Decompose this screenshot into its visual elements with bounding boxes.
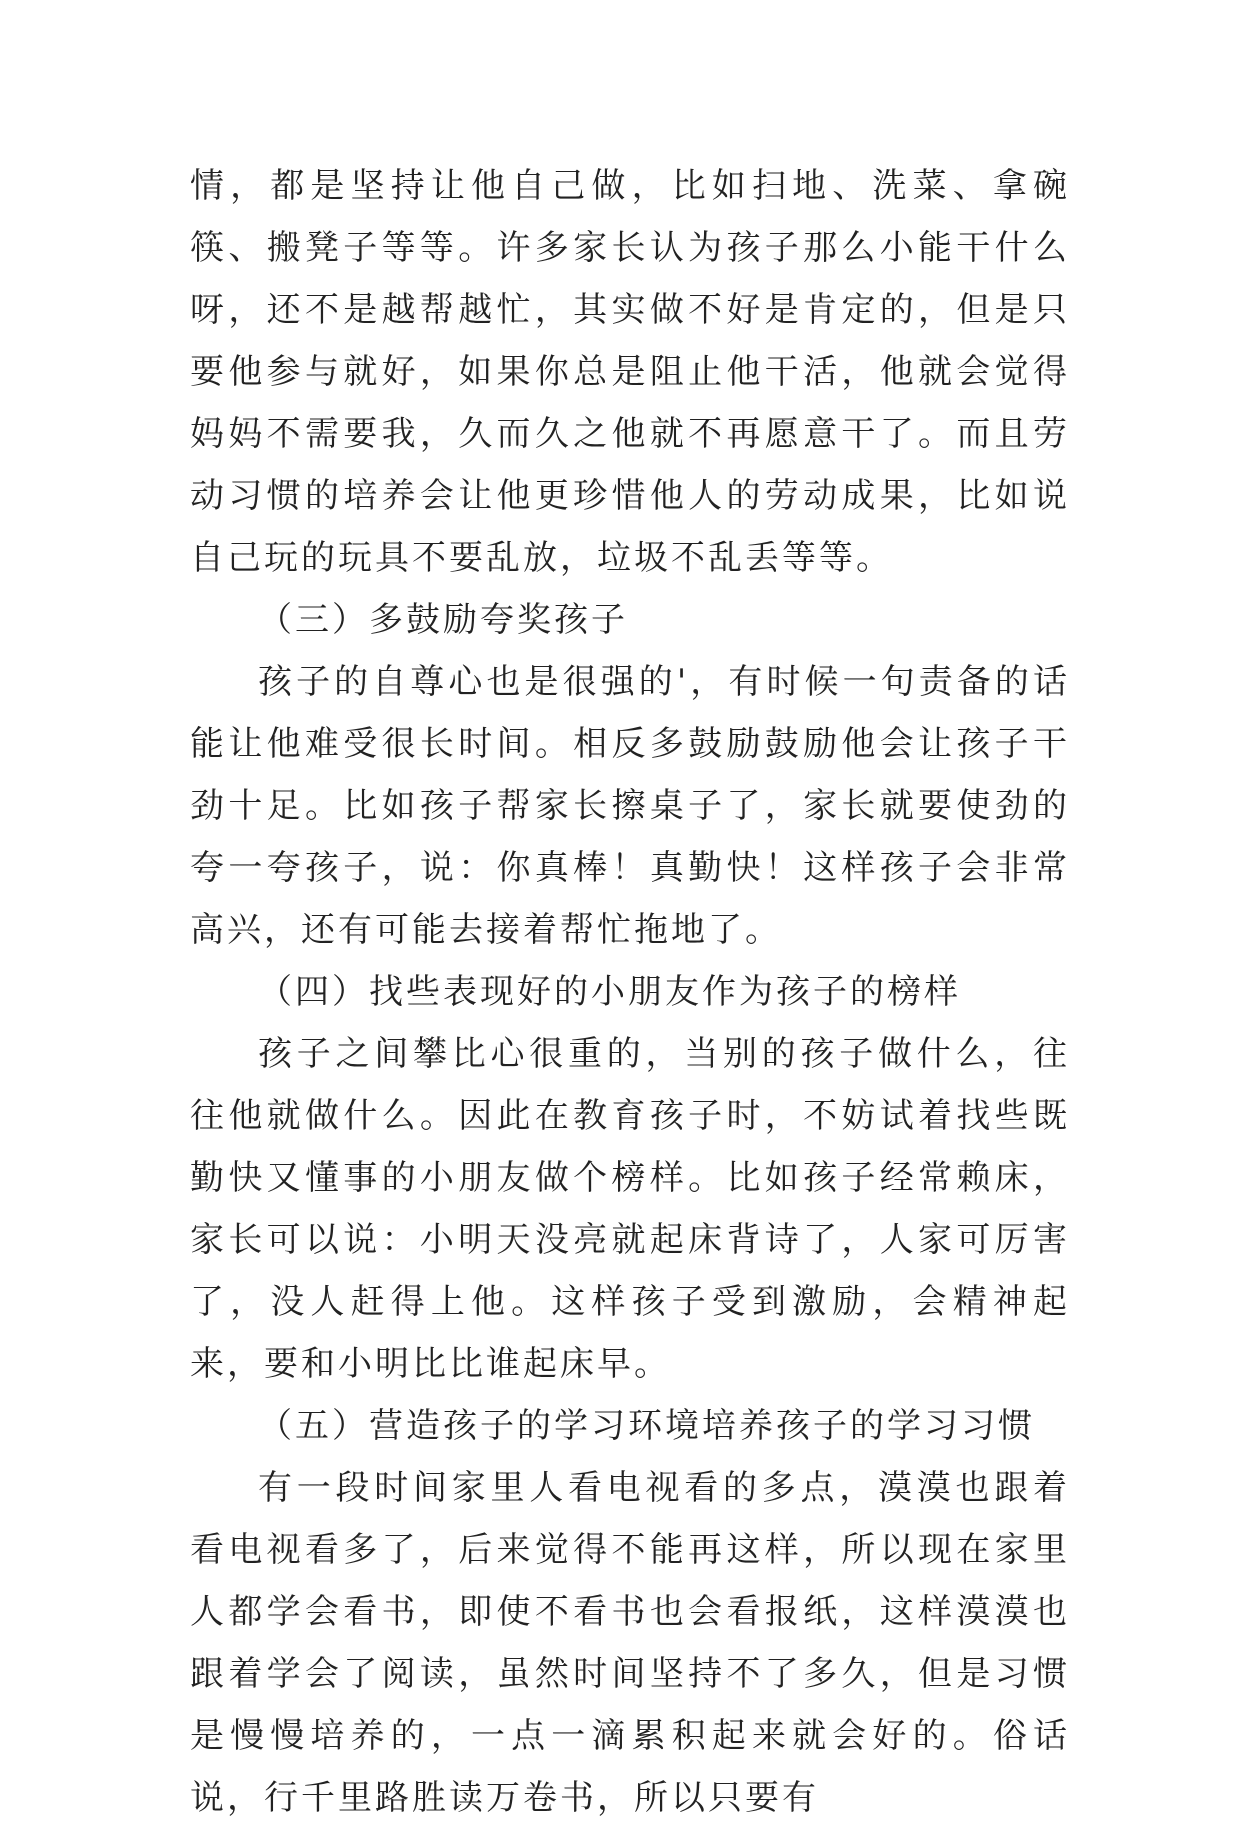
body-paragraph: 情，都是坚持让他自己做，比如扫地、洗菜、拿碗筷、搬凳子等等。许多家长认为孩子那么小能干什么呀，还不是越帮越忙，其实做不好是肯定的，但是只要他参与就好，如果你总是阻止他干活，他就会觉得妈妈不需要我，久而久之他就不再愿意干了。而且劳动习惯的培养会让他更珍惜他人的劳动成果，比如说自己玩的玩具不要乱放，垃圾不乱丢等等。 — [190, 166, 1070, 578]
body-paragraph: 孩子的自尊心也是很强的'，有时候一句责备的话能让他难受很长时间。相反多鼓励鼓励他会让孩子干劲十足。比如孩子帮家长擦桌子了，家长就要使劲的夸一夸孩子，说：你真棒！真勤快！这样孩子会非常高兴，还有可能去接着帮忙拖地了。 — [190, 662, 1070, 950]
section-heading: （四）找些表现好的小朋友作为孩子的榜样 — [258, 972, 961, 1012]
body-paragraph: 有一段时间家里人看电视看的多点，漠漠也跟着看电视看多了，后来觉得不能再这样，所以现在家里人都学会看书，即使不看书也会看报纸，这样漠漠也跟着学会了阅读，虽然时间坚持不了多久，但是习惯是慢慢培养的，一点一滴累积起来就会好的。俗话说，行千里路胜读万卷书，所以只要有 — [190, 1468, 1070, 1818]
body-paragraph: 孩子之间攀比心很重的，当别的孩子做什么，往往他就做什么。因此在教育孩子时，不妨试着找些既勤快又懂事的小朋友做个榜样。比如孩子经常赖床，家长可以说：小明天没亮就起床背诗了，人家可厉害了，没人赶得上他。这样孩子受到激励，会精神起来，要和小明比比谁起床早。 — [190, 1034, 1070, 1384]
section-heading: （五）营造孩子的学习环境培养孩子的学习习惯 — [258, 1406, 1035, 1446]
section-heading: （三）多鼓励夸奖孩子 — [258, 600, 628, 640]
document-body — [190, 155, 1070, 1829]
